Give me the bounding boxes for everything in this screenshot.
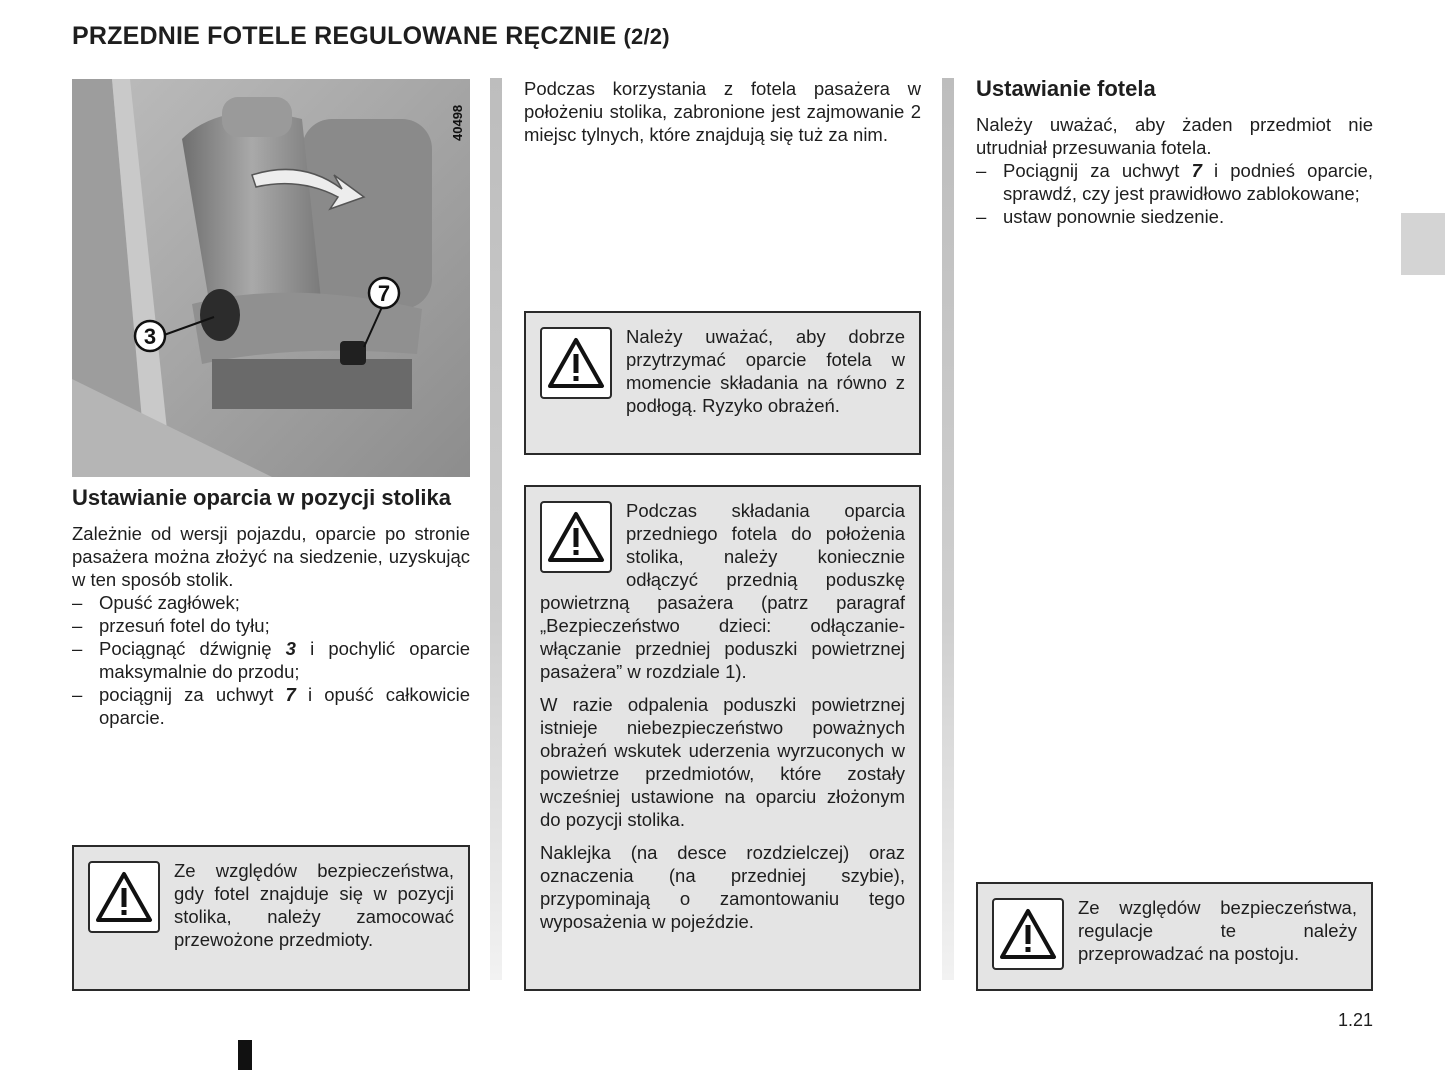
seat-illustration: [72, 79, 470, 477]
steps-list: [72, 591, 470, 729]
column-separator: [942, 78, 954, 980]
page-title: [72, 22, 670, 51]
list-item: – ustaw ponownie siedzenie.: [976, 205, 1373, 228]
steps-list: [976, 159, 1373, 228]
list-item: – przesuń fotel do tyłu;: [72, 614, 470, 637]
section-heading: Ustawianie oparcia w pozycji stolika: [72, 485, 452, 510]
warning-text: Należy uważać, aby dobrze przytrzymać oparcie fotela w momencie składania na równo z podłogą. Ryzyko obrażeń.: [626, 326, 905, 416]
section-intro: Należy uważać, aby żaden przedmiot nie utrudniał przesuwania fotela.: [976, 114, 1373, 158]
warning-text: Ze względów bezpieczeństwa, gdy fotel znajduje się w pozycji stolika, należy zamocować przewożone przedmioty.: [174, 860, 454, 950]
section-seat-adjust: [976, 75, 1373, 228]
warning-triangle-icon: [540, 327, 612, 399]
list-item: – Pociągnąć dźwignię 3 i pochylić oparcie maksymalnie do przodu;: [72, 637, 470, 683]
section-table-position: [72, 484, 470, 729]
warning-box: [72, 845, 470, 991]
title-suffix: (2/2): [623, 24, 670, 49]
warning-triangle-icon: [540, 501, 612, 573]
callout-7: 7: [377, 281, 391, 306]
chapter-tab: [1401, 213, 1445, 275]
figure-code: 40498: [450, 104, 465, 141]
column-separator: [490, 78, 502, 980]
section-intro: Podczas korzystania z fotela pasażera w położeniu stolika, zabronione jest zajmowanie 2 miejsc tylnych, które znajdują się tuż za nim.: [524, 78, 921, 145]
warning-triangle-icon: [88, 861, 160, 933]
warning-box: [524, 485, 921, 991]
callout-3: 3: [143, 324, 157, 349]
warning-box: [524, 311, 921, 455]
page-number: 1.21: [1337, 1010, 1373, 1030]
list-item: – pociągnij za uchwyt 7 i opuść całkowicie oparcie.: [72, 683, 470, 729]
section-intro: Zależnie od wersji pojazdu, oparcie po stronie pasażera można złożyć na siedzenie, uzyskując w ten sposób stolik.: [72, 523, 470, 590]
warning-paragraph: Podczas składania oparcia przedniego fotela do położenia stolika, należy koniecznie odłączyć przednią poduszkę powietrzną pasażera (patrz paragraf „Bezpieczeństwo dzieci: odłączanie-włączanie przedniej poduszki powietrznej pasażera” w rozdziale 1).: [540, 500, 905, 682]
warning-triangle-icon: [992, 898, 1064, 970]
warning-box: [976, 882, 1373, 991]
warning-paragraph: W razie odpalenia poduszki powietrznej istnieje niebezpieczeństwo poważnych obrażeń wskutek uderzenia wyrzuconych w powietrze przedmiotów, które zostały wcześniej ustawione na oparciu złożonym do pozycji stolika.: [540, 694, 905, 830]
list-item: – Pociągnij za uchwyt 7 i podnieś oparcie, sprawdź, czy jest prawidłowo zablokowane;: [976, 159, 1373, 205]
title-main: PRZEDNIE FOTELE REGULOWANE RĘCZNIE: [72, 22, 617, 50]
list-item: – Opuść zagłówek;: [72, 591, 470, 614]
print-mark: [238, 1040, 252, 1070]
warning-paragraph: Naklejka (na desce rozdzielczej) oraz oznaczenia (na przedniej szybie), przypominają o zamontowaniu tego wyposażenia w pojeździe.: [540, 842, 905, 932]
warning-text: Ze względów bezpieczeństwa, regulacje te należy przeprowadzać na postoju.: [1078, 897, 1357, 964]
section-heading: Ustawianie fotela: [976, 76, 1156, 101]
